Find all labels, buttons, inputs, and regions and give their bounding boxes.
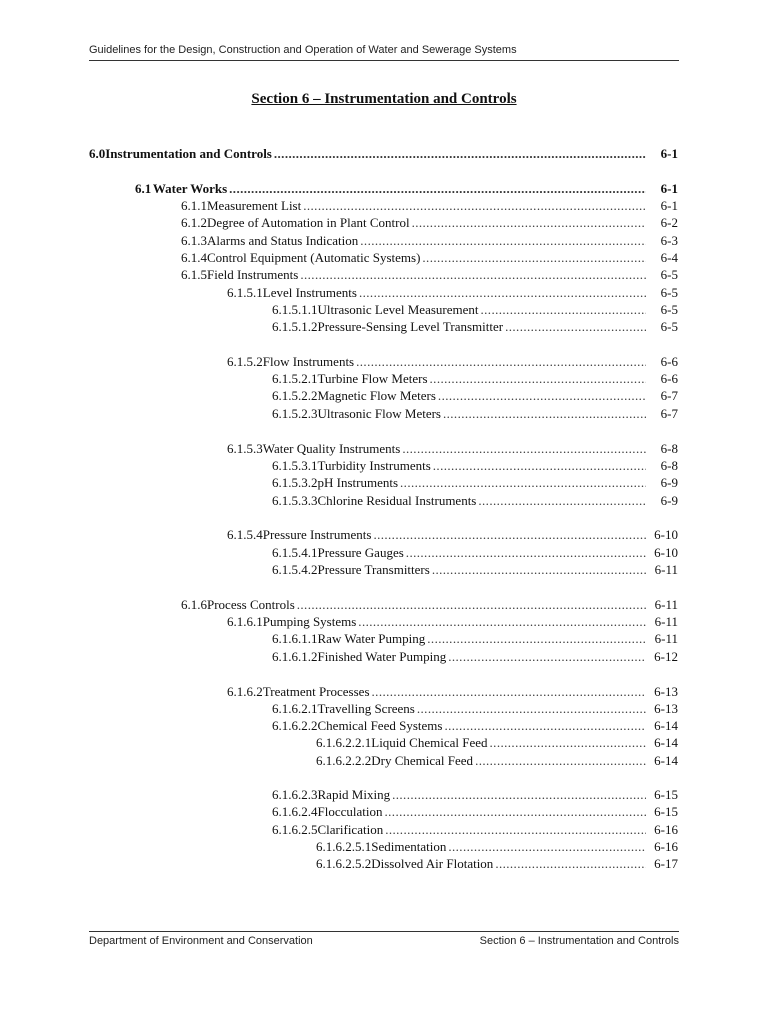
toc-entry[interactable] <box>272 630 678 647</box>
toc-entry[interactable] <box>272 786 678 803</box>
toc-entry-page: 6-9 <box>660 475 678 490</box>
toc-entry-number: 6.1.5.2.1 <box>272 371 318 386</box>
toc-entry-title: Finished Water Pumping <box>317 649 447 664</box>
toc-entry-page: 6-3 <box>660 233 678 248</box>
toc-entry-title: Instrumentation and Controls <box>105 146 272 161</box>
toc-entry[interactable] <box>181 197 678 214</box>
toc-entry-page: 6-11 <box>654 631 678 646</box>
toc-entry-page: 6-7 <box>660 406 678 421</box>
toc-entry-page: 6-14 <box>654 753 678 768</box>
dot-leader <box>274 145 646 162</box>
toc-entry-page: 6-5 <box>660 302 678 317</box>
toc-entry-title: Flow Instruments <box>262 354 355 369</box>
toc-entry-number: 6.1.5.4.2 <box>272 562 318 577</box>
toc-entry-page: 6-4 <box>660 250 678 265</box>
toc-entry[interactable] <box>316 752 678 769</box>
dot-leader <box>505 318 646 335</box>
toc-entry-title: Flocculation <box>317 804 383 819</box>
toc-entry[interactable] <box>272 561 678 578</box>
toc-entry-title: Pressure Gauges <box>317 545 404 560</box>
toc-entry-page: 6-1 <box>660 181 678 196</box>
toc-entry-number: 6.1 <box>135 181 152 196</box>
dot-leader <box>478 492 646 509</box>
footer-department: Department of Environment and Conservation <box>89 935 313 947</box>
toc-entry[interactable] <box>272 544 678 561</box>
dot-leader <box>432 561 646 578</box>
toc-entry-page: 6-9 <box>660 493 678 508</box>
toc-entry-number: 6.1.5.2.2 <box>272 388 318 403</box>
toc-entry-number: 6.1.6.2.3 <box>272 787 318 802</box>
toc-entry-title: Water Works <box>152 181 228 196</box>
toc-entry-title: Control Equipment (Automatic Systems) <box>207 250 421 265</box>
dot-leader <box>438 387 646 404</box>
dot-leader <box>303 197 646 214</box>
toc-entry[interactable] <box>272 821 678 838</box>
toc-entry[interactable] <box>272 405 678 422</box>
toc-entry-number: 6.1.6.2.5 <box>272 822 318 837</box>
toc-entry-number: 6.1.5.4 <box>227 527 263 542</box>
toc-entry-page: 6-15 <box>654 804 678 819</box>
footer-section: Section 6 – Instrumentation and Controls <box>479 935 679 947</box>
toc-entry-page: 6-14 <box>654 735 678 750</box>
toc-entry-title: Pressure Transmitters <box>317 562 430 577</box>
toc-entry[interactable] <box>227 440 678 457</box>
toc-entry-number: 6.1.6.1.1 <box>272 631 318 646</box>
toc-entry-page: 6-11 <box>654 562 678 577</box>
toc-entry-title: pH Instruments <box>317 475 399 490</box>
dot-leader <box>356 353 646 370</box>
dot-leader <box>475 752 646 769</box>
dot-leader <box>481 301 647 318</box>
toc-entry-title: Liquid Chemical Feed <box>371 735 488 750</box>
toc-entry[interactable] <box>181 266 678 283</box>
toc-entry-page: 6-16 <box>654 839 678 854</box>
toc-entry-title: Field Instruments <box>207 267 299 282</box>
toc-entry-title: Chlorine Residual Instruments <box>317 493 477 508</box>
toc-entry-number: 6.1.1 <box>181 198 207 213</box>
toc-entry-title: Ultrasonic Level Measurement <box>317 302 479 317</box>
toc-entry-page: 6-7 <box>660 388 678 403</box>
toc-entry[interactable] <box>89 145 678 162</box>
toc-entry-page: 6-13 <box>654 684 678 699</box>
dot-leader <box>400 474 646 491</box>
toc-entry-number: 6.1.5 <box>181 267 207 282</box>
dot-leader <box>385 821 646 838</box>
toc-entry-number: 6.1.6.2.2.1 <box>316 735 372 750</box>
dot-leader <box>430 370 646 387</box>
dot-leader <box>300 266 646 283</box>
toc-entry-page: 6-11 <box>654 614 678 629</box>
toc-entry[interactable] <box>181 596 678 613</box>
toc-entry[interactable] <box>181 232 678 249</box>
dot-leader <box>495 855 646 872</box>
toc-entry-title: Dissolved Air Flotation <box>371 856 494 871</box>
toc-entry-number: 6.1.5.4.1 <box>272 545 318 560</box>
section-title: Section 6 – Instrumentation and Controls <box>251 91 517 107</box>
toc-entry-number: 6.1.6.1.2 <box>272 649 318 664</box>
toc-entry-page: 6-8 <box>660 441 678 456</box>
toc-entry[interactable] <box>227 613 678 630</box>
toc-entry-number: 6.1.5.3.3 <box>272 493 318 508</box>
toc-entry-page: 6-1 <box>660 198 678 213</box>
toc-entry[interactable] <box>181 214 678 231</box>
toc-entry-number: 6.1.6.2.4 <box>272 804 318 819</box>
toc-entry-page: 6-6 <box>660 354 678 369</box>
toc-entry-number: 6.1.3 <box>181 233 207 248</box>
toc-entry-number: 6.1.6.2 <box>227 684 263 699</box>
toc-entry-number: 6.1.6.2.5.2 <box>316 856 372 871</box>
toc-entry-number: 6.1.5.1.2 <box>272 319 318 334</box>
toc-entry-page: 6-10 <box>654 527 678 542</box>
toc-entry-title: Turbine Flow Meters <box>317 371 428 386</box>
toc-entry-title: Clarification <box>317 822 384 837</box>
toc-entry[interactable] <box>227 353 678 370</box>
toc-entry-number: 6.1.5.3.2 <box>272 475 318 490</box>
toc-entry[interactable] <box>316 838 678 855</box>
dot-leader <box>427 630 646 647</box>
toc-entry-page: 6-14 <box>654 718 678 733</box>
toc-entry-page: 6-16 <box>654 822 678 837</box>
toc-entry-number: 6.1.2 <box>181 215 207 230</box>
toc-entry-page: 6-13 <box>654 701 678 716</box>
toc-entry-title: Ultrasonic Flow Meters <box>317 406 441 421</box>
dot-leader <box>372 683 646 700</box>
dot-leader <box>448 838 646 855</box>
toc-entry-title: Pumping Systems <box>262 614 357 629</box>
toc-entry-title: Treatment Processes <box>262 684 370 699</box>
toc-entry-page: 6-1 <box>660 146 678 161</box>
dot-leader <box>402 440 646 457</box>
toc-entry-page: 6-11 <box>654 597 678 612</box>
dot-leader <box>385 803 647 820</box>
toc-entry-title: Raw Water Pumping <box>317 631 426 646</box>
toc-entry-page: 6-5 <box>660 267 678 282</box>
dot-leader <box>443 405 646 422</box>
dot-leader <box>490 734 646 751</box>
toc-entry[interactable] <box>272 370 678 387</box>
toc-entry-title: Magnetic Flow Meters <box>317 388 436 403</box>
toc-entry-title: Measurement List <box>207 198 302 213</box>
toc-entry[interactable] <box>272 492 678 509</box>
toc-entry-title: Travelling Screens <box>317 701 415 716</box>
toc-entry-number: 6.1.4 <box>181 250 207 265</box>
dot-leader <box>448 648 646 665</box>
toc-entry-title: Alarms and Status Indication <box>207 233 359 248</box>
dot-leader <box>297 596 646 613</box>
toc-entry-page: 6-15 <box>654 787 678 802</box>
toc-entry-number: 6.1.6.2.2.2 <box>316 753 372 768</box>
toc-entry-page: 6-17 <box>654 856 678 871</box>
toc-entry[interactable] <box>227 526 678 543</box>
dot-leader <box>412 214 646 231</box>
toc-entry-number: 6.1.5.2.3 <box>272 406 318 421</box>
toc-entry[interactable] <box>316 734 678 751</box>
toc-entry-title: Chemical Feed Systems <box>317 718 443 733</box>
toc-entry-title: Rapid Mixing <box>317 787 391 802</box>
dot-leader <box>406 544 646 561</box>
dot-leader <box>417 700 646 717</box>
toc-entry-title: Sedimentation <box>371 839 447 854</box>
toc-entry[interactable] <box>272 318 678 335</box>
toc-entry-title: Turbidity Instruments <box>317 458 431 473</box>
toc-entry[interactable] <box>272 648 678 665</box>
toc-entry-page: 6-6 <box>660 371 678 386</box>
dot-leader <box>358 613 646 630</box>
toc-entry-page: 6-10 <box>654 545 678 560</box>
toc-entry-page: 6-2 <box>660 215 678 230</box>
dot-leader <box>444 717 646 734</box>
dot-leader <box>422 249 646 266</box>
toc-entry[interactable] <box>272 474 678 491</box>
toc-entry-title: Dry Chemical Feed <box>371 753 474 768</box>
toc-entry[interactable] <box>272 457 678 474</box>
toc-entry[interactable] <box>181 249 678 266</box>
toc-entry-page: 6-5 <box>660 319 678 334</box>
toc-entry[interactable] <box>272 301 678 318</box>
toc-entry-title: Level Instruments <box>262 285 357 300</box>
dot-leader <box>229 180 646 197</box>
toc-entry-page: 6-12 <box>654 649 678 664</box>
footer-rule <box>89 931 679 932</box>
dot-leader <box>392 786 646 803</box>
toc-entry-title: Process Controls <box>207 597 295 612</box>
toc-entry-title: Pressure Instruments <box>262 527 372 542</box>
toc-entry-number: 6.1.6.2.5.1 <box>316 839 372 854</box>
toc-entry-number: 6.1.6 <box>181 597 207 612</box>
toc-entry[interactable] <box>272 700 678 717</box>
toc-entry-number: 6.0 <box>89 146 106 161</box>
toc-entry[interactable] <box>272 803 678 820</box>
toc-entry-number: 6.1.5.3.1 <box>272 458 318 473</box>
toc-entry-number: 6.1.5.1 <box>227 285 263 300</box>
toc-entry[interactable] <box>272 717 678 734</box>
toc-entry-number: 6.1.6.2.1 <box>272 701 318 716</box>
toc-entry-number: 6.1.6.1 <box>227 614 263 629</box>
dot-leader <box>360 232 646 249</box>
toc-entry[interactable] <box>316 855 678 872</box>
dot-leader <box>433 457 646 474</box>
dot-leader <box>373 526 646 543</box>
toc-entry-number: 6.1.6.2.2 <box>272 718 318 733</box>
toc-entry[interactable] <box>227 683 678 700</box>
toc-entry[interactable] <box>135 180 678 197</box>
toc-entry[interactable] <box>272 387 678 404</box>
dot-leader <box>359 284 646 301</box>
toc-entry-number: 6.1.5.3 <box>227 441 263 456</box>
toc-entry-number: 6.1.5.2 <box>227 354 263 369</box>
toc-entry-title: Pressure-Sensing Level Transmitter <box>317 319 504 334</box>
toc-entry-page: 6-8 <box>660 458 678 473</box>
toc-entry-page: 6-5 <box>660 285 678 300</box>
toc-entry-number: 6.1.5.1.1 <box>272 302 318 317</box>
toc-entry-title: Water Quality Instruments <box>262 441 401 456</box>
running-header: Guidelines for the Design, Construction and Operation of Water and Sewerage Systems <box>89 44 517 56</box>
toc-entry-title: Degree of Automation in Plant Control <box>207 215 410 230</box>
toc-entry[interactable] <box>227 284 678 301</box>
